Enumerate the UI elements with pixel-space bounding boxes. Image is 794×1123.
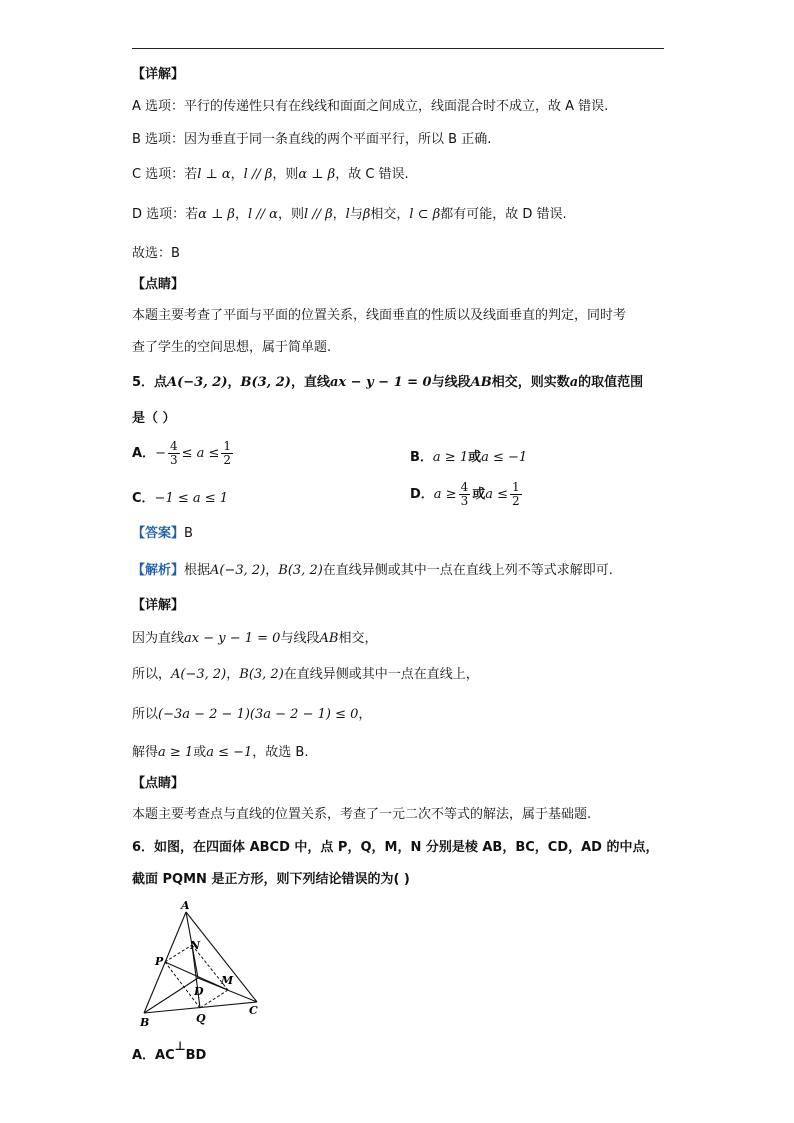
q6-option-a [132,1039,207,1065]
remark-label: 【点睛】 [132,277,185,292]
d-mid2: 与 [349,207,363,222]
c-sep: ， [230,167,244,182]
frac-den: 3 [169,453,178,467]
q5-option-a-label: A． [132,446,156,461]
q5-option-b-or: 或 [468,450,482,465]
label-q: Q [196,1012,206,1025]
q5-stem-line-1 [132,374,643,392]
q5-option-c [132,490,228,508]
q5-option-d-or: 或 [472,487,486,502]
d3-post: ， [358,707,372,722]
q5-option-a [132,440,235,467]
q5-option-b-label: B． [410,450,433,465]
q5-answer-line [132,525,193,543]
d1-eq: ax − y − 1 = 0 [184,631,281,646]
q5-option-a-mid: ≤ a ≤ [181,446,220,461]
q5-option-a-neg: − [155,446,166,461]
remark-line-1: 本题主要考查了平面与平面的位置关系，线面垂直的性质以及线面垂直的判定，同时考 [132,308,627,323]
choice-line: 故选：B [132,246,180,261]
option-c-explanation [132,166,409,184]
q5-segment: AB [470,375,492,390]
q5-option-b-p2: a ≤ −1 [481,450,528,465]
label-d: D [194,985,204,998]
q5-option-d-p1: a ≥ [433,487,457,502]
d-expr4: l [345,207,350,222]
label-m: M [221,974,234,987]
d-expr3: l // β [303,207,333,222]
q6-option-a-tail: BD [185,1048,207,1063]
q5-option-d-p2: a ≤ [485,487,509,502]
q5-line-eq: ax − y − 1 = 0 [329,375,432,390]
q5-option-d-frac1 [459,481,471,508]
c-expr1: l ⊥ α [197,167,231,182]
d2-post: 在直线异侧或其中一点在直线上， [283,667,479,682]
label-n: N [190,939,201,952]
analysis-post: 在直线异侧或其中一点在直线上列不等式求解即可. [322,563,613,578]
label-c: C [249,1004,258,1017]
c-expr3: α ⊥ β [298,167,336,182]
analysis-pre: 根据 [184,563,211,578]
q5-mid1: ，直线 [290,375,330,390]
q5-detail-label: 【详解】 [132,598,185,613]
d1-mid: 与线段 [280,631,320,646]
q5-comma: ， [227,375,241,390]
d3-pre: 所以 [132,707,159,722]
c-suffix: ，故 C 错误. [335,167,409,182]
option-d-explanation [132,206,567,224]
answer-label: 【答案】 [132,526,185,541]
option-a-explanation: A 选项：平行的传递性只有在线线和面面之间成立，线面混合时不成立，故 A 错误. [132,99,609,114]
q5-point-a: A(−3, 2) [167,375,228,390]
q6-stem-line-2: 截面 PQMN 是正方形，则下列结论错误的为( ) [132,872,410,887]
d2-point-a: A(−3, 2) [171,667,227,682]
remark-line-2: 查了学生的空间思想，属于简单题. [132,340,332,355]
frac-num: 1 [223,439,232,453]
d4-post: ，故选 B. [252,745,309,760]
d-sep2: ， [332,207,346,222]
q5-detail-line-4 [132,744,308,762]
q6-option-a-label: A．AC [132,1048,175,1063]
d-suffix: 都有可能，故 D 错误. [440,207,567,222]
frac-num: 4 [169,439,178,453]
frac-num: 4 [460,480,469,494]
c-prefix: C 选项：若 [132,167,198,182]
d-expr6: l ⊂ β [409,207,441,222]
q5-option-b [410,449,527,467]
analysis-label: 【解析】 [132,563,185,578]
header-rule [132,48,664,49]
q5-option-a-frac1 [168,440,180,467]
q5-option-d-frac2 [510,481,522,508]
q5-stem-line-2: 是（ ） [132,411,176,426]
q6-stem-line-1: 6．如图，在四面体 ABCD 中，点 P，Q，M，N 分别是棱 AB，BC，CD，AD 的中点， [132,840,659,855]
q5-var: a [569,375,579,390]
d4-or: 或 [193,745,207,760]
q6-option-a-symbol: ⊥ [174,1039,186,1053]
detail-label: 【详解】 [132,67,185,82]
d-mid3: 相交， [370,207,410,222]
d4-e2: a ≤ −1 [206,745,253,760]
q5-point-b: B(3, 2) [240,375,291,390]
q5-option-d [410,481,524,508]
d-expr5: β [362,207,371,222]
tetrahedron-figure [128,898,278,1033]
d-expr1: α ⊥ β [198,207,235,222]
c-mid: ，则 [272,167,299,182]
d1-pre: 因为直线 [132,631,185,646]
d2-comma: ， [226,667,240,682]
d1-post: 相交， [338,631,378,646]
c-expr2: l // β [243,167,273,182]
frac-den: 2 [512,494,520,508]
d3-expr: (−3a − 2 − 1)(3a − 2 − 1) ≤ 0 [158,707,359,722]
q5-analysis-line [132,562,613,580]
d4-pre: 解得 [132,745,159,760]
q5-detail-line-2 [132,666,479,684]
frac-num: 1 [512,480,520,494]
frac-den: 3 [460,494,469,508]
d-sep1: ， [234,207,248,222]
analysis-point-a: A(−3, 2) [210,563,266,578]
q5-mid3: 相交，则实数 [491,375,570,390]
q5-remark-line: 本题主要考查点与直线的位置关系，考查了一元二次不等式的解法，属于基础题. [132,807,592,822]
answer-value: B [184,526,193,541]
q5-remark-label: 【点睛】 [132,776,185,791]
q5-option-c-expr: −1 ≤ a ≤ 1 [154,491,229,506]
q5-mid2: 与线段 [431,375,471,390]
d-mid1: ，则 [277,207,304,222]
label-b: B [140,1016,150,1029]
q5-option-d-label: D． [410,487,434,502]
d-expr2: l // α [247,207,278,222]
q5-end1: 的取值范围 [578,375,644,390]
q5-detail-line-3 [132,706,371,724]
label-p: P [155,955,164,968]
d4-e1: a ≥ 1 [158,745,194,760]
q5-number: 5．点 [132,375,168,390]
option-b-explanation: B 选项：因为垂直于同一条直线的两个平面平行，所以 B 正确. [132,132,492,147]
d2-pre: 所以， [132,667,172,682]
q5-option-b-p1: a ≥ 1 [432,450,469,465]
q5-option-c-label: C． [132,491,155,506]
frac-den: 2 [223,453,232,467]
d1-seg: AB [319,631,339,646]
d-prefix: D 选项：若 [132,207,199,222]
label-a: A [181,899,190,912]
q5-detail-line-1 [132,630,377,648]
d2-point-b: B(3, 2) [239,667,284,682]
analysis-comma: ， [265,563,279,578]
analysis-point-b: B(3, 2) [278,563,323,578]
q5-option-a-frac2 [221,440,233,467]
